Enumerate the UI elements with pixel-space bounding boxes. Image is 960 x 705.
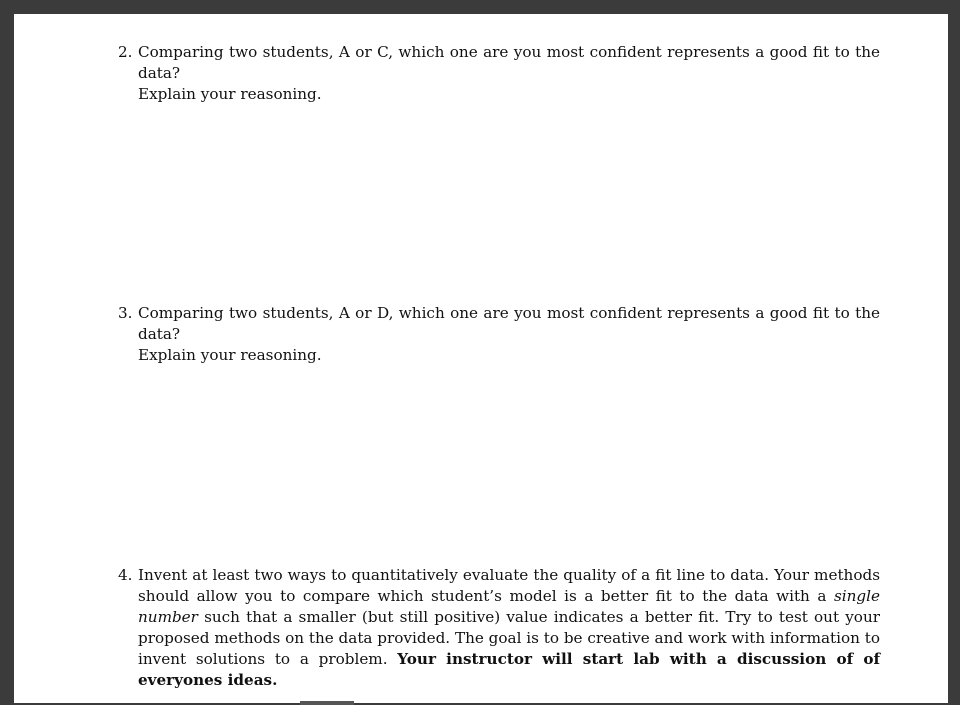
question-text <box>138 565 880 691</box>
document-page <box>14 14 948 703</box>
scroll-indicator <box>300 701 354 705</box>
emphasis-text: single number <box>138 587 880 626</box>
question-text-part: such that a smaller (but still positive) value indicates a better fit. Try to test out your proposed methods on the data provided. The goal is to be creative and work with information to invent solutions to a problem. <box>138 608 881 668</box>
question-3 <box>118 303 880 366</box>
question-number: 3. <box>118 304 133 322</box>
question-text <box>138 42 880 105</box>
bold-note: Your instructor will start lab with a discussion of of everyones ideas. <box>138 650 880 689</box>
question-line: Comparing two students, A or C, which one are you most confident represents a good fit to the data? <box>138 43 880 82</box>
question-line: Explain your reasoning. <box>138 346 322 364</box>
question-line: Explain your reasoning. <box>138 85 322 103</box>
question-text <box>138 303 880 366</box>
question-text-part: Invent at least two ways to quantitatively evaluate the quality of a fit line to data. Your methods should allow you to compare which student’s model is a better fit to the data with a <box>138 566 880 605</box>
question-4 <box>118 565 880 691</box>
question-number: 4. <box>118 566 133 584</box>
question-number: 2. <box>118 43 133 61</box>
question-line: Comparing two students, A or D, which one are you most confident represents a good fit to the data? <box>138 304 880 343</box>
question-2 <box>118 42 880 105</box>
